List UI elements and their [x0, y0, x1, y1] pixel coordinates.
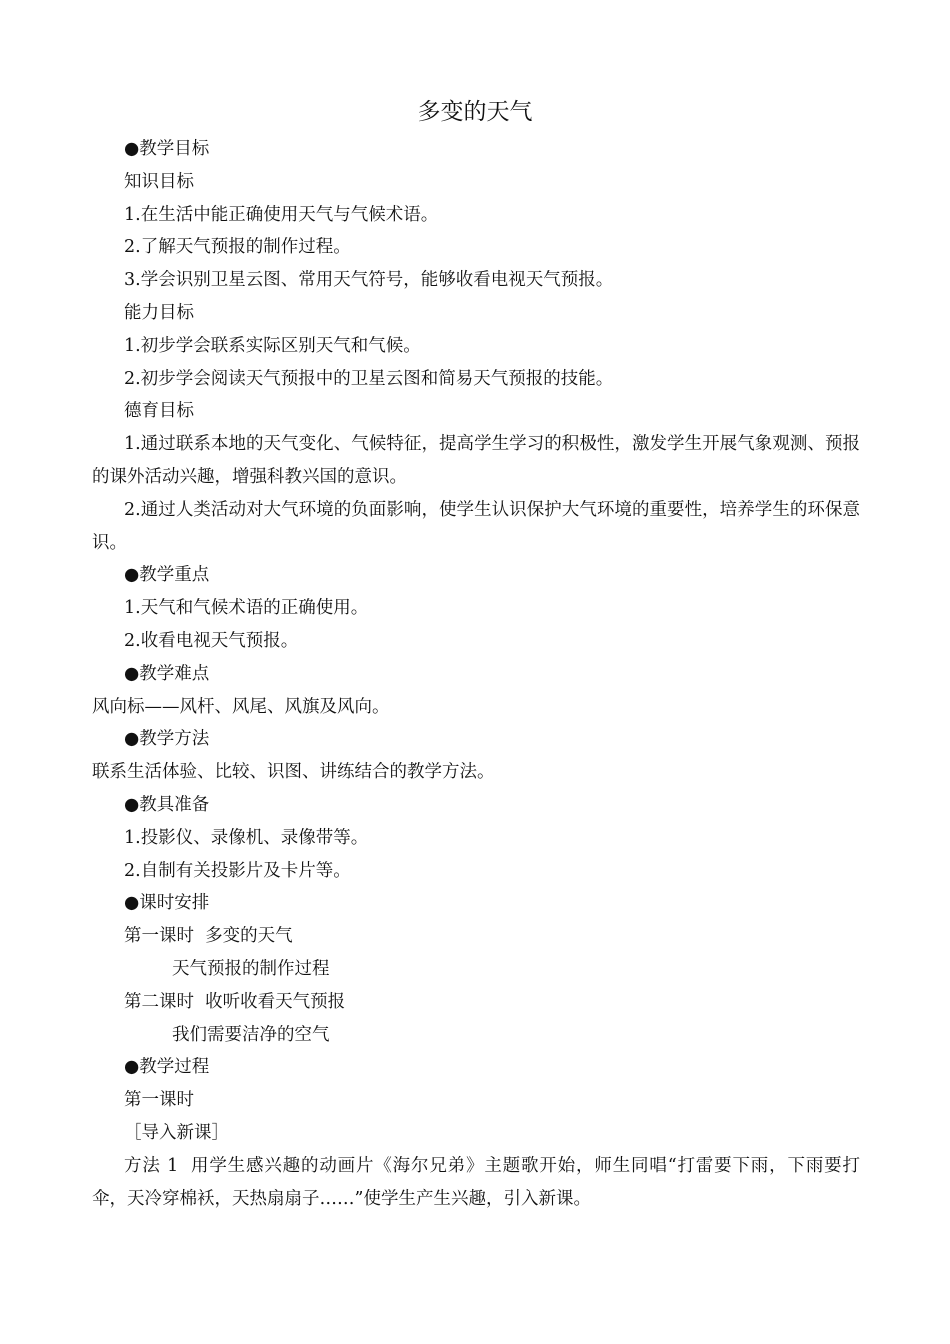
section-heading-process: ●教学过程	[124, 1057, 210, 1078]
key-point-item: 2.收看电视天气预报。	[124, 630, 299, 651]
key-point-item: 1.天气和气候术语的正确使用。	[124, 598, 369, 619]
section-heading-teaching-goals: ●教学目标	[124, 139, 210, 159]
tool-item: 1.投影仪、录像机、录像带等。	[124, 827, 369, 848]
moral-goal-item: 1.通过联系本地的天气变化、气候特征，提高学生学习的积极性，激发学生开展气象观测、预报的课外活动兴趣，增强科教兴国的意识。	[92, 434, 860, 487]
section-heading-difficulty: ●教学难点	[124, 663, 210, 684]
document-title: 多变的天气	[417, 99, 533, 125]
schedule-subitem: 我们需要洁净的空气	[172, 1024, 330, 1045]
subheading-knowledge-goals: 知识目标	[124, 171, 194, 192]
schedule-subitem: 天气预报的制作过程	[172, 958, 330, 979]
method-item: 联系生活体验、比较、识图、讲练结合的教学方法。	[92, 762, 495, 783]
moral-goal-item: 2.通过人类活动对大气环境的负面影响，使学生认识保护大气环境的重要性，培养学生的环保意识。	[92, 499, 860, 553]
knowledge-goal-item: 1.在生活中能正确使用天气与气候术语。	[124, 204, 439, 225]
tool-item: 2.自制有关投影片及卡片等。	[124, 860, 351, 881]
subheading-moral-goals: 德育目标	[124, 401, 194, 422]
ability-goal-item: 2.初步学会阅读天气预报中的卫星云图和简易天气预报的技能。	[124, 368, 614, 389]
section-heading-schedule: ●课时安排	[124, 893, 210, 914]
lesson-heading: 第一课时	[124, 1090, 194, 1111]
schedule-item: 第一课时 多变的天气	[124, 926, 293, 947]
knowledge-goal-item: 2.了解天气预报的制作过程。	[124, 237, 351, 258]
section-heading-method: ●教学方法	[124, 729, 210, 750]
method-paragraph: 方法 1 用学生感兴趣的动画片《海尔兄弟》主题歌开始，师生同唱“打雷要下雨，下雨要打伞，天冷穿棉袄，天热扇扇子……”使学生产生兴趣，引入新课。	[92, 1155, 860, 1209]
ability-goal-item: 1.初步学会联系实际区别天气和气候。	[124, 335, 421, 356]
difficulty-item: 风向标——风杆、风尾、风旗及风向。	[92, 696, 390, 717]
section-heading-tools: ●教具准备	[124, 794, 210, 815]
subheading-ability-goals: 能力目标	[124, 302, 194, 323]
knowledge-goal-item: 3.学会识别卫星云图、常用天气符号，能够收看电视天气预报。	[124, 270, 614, 291]
document-body	[92, 133, 860, 1215]
section-heading-key-points: ●教学重点	[124, 565, 210, 586]
schedule-item: 第二课时 收听收看天气预报	[124, 991, 346, 1012]
intro-heading: ［导入新课］	[124, 1122, 229, 1143]
